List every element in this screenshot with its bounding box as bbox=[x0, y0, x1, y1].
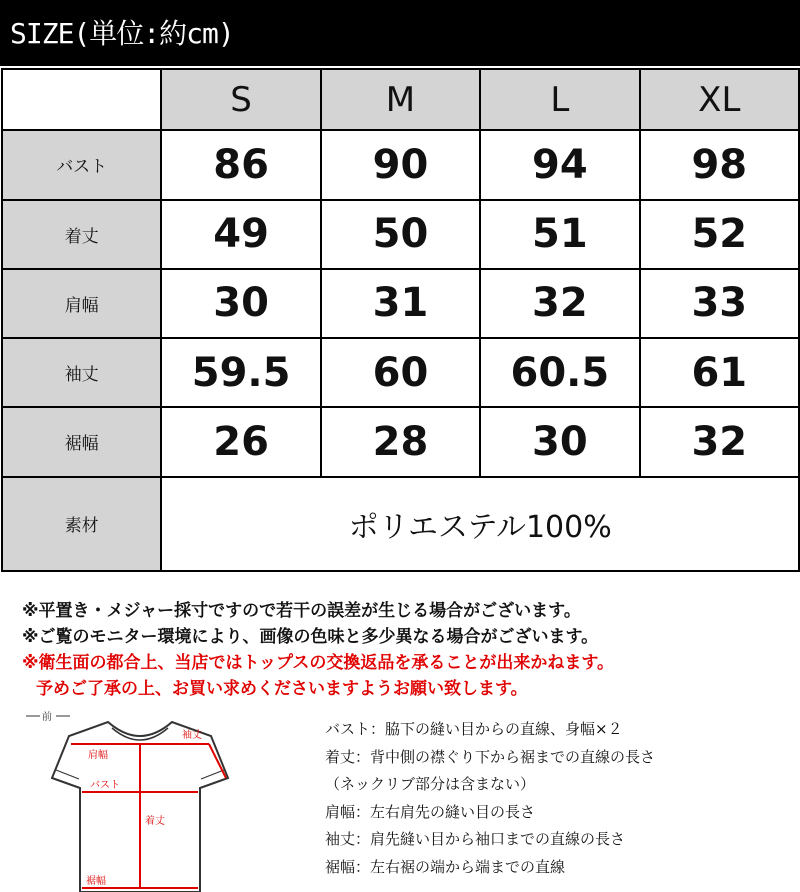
measurement-value: 52 bbox=[640, 200, 799, 269]
row-label: 素材 bbox=[2, 477, 161, 571]
measurement-value: 32 bbox=[640, 407, 799, 476]
size-column-header: L bbox=[480, 69, 639, 130]
measurement-value: 86 bbox=[161, 130, 320, 199]
definition-hem: 裾幅：左右裾の端から端までの直線 bbox=[325, 857, 566, 876]
size-table bbox=[1, 68, 800, 572]
material-value: ポリエステル100% bbox=[161, 477, 799, 571]
note-measurement: ※平置き・メジャー採寸ですので若干の誤差が生じる場合がございます。 bbox=[22, 601, 581, 621]
notes-block bbox=[22, 598, 614, 702]
measurement-value: 51 bbox=[480, 200, 639, 269]
measurement-value: 50 bbox=[321, 200, 480, 269]
measurement-value: 26 bbox=[161, 407, 320, 476]
size-column-header: S bbox=[161, 69, 320, 130]
view-label: 前 bbox=[42, 712, 52, 723]
definition-bust: バスト：脇下の縫い目からの直線、身幅×２ bbox=[325, 720, 623, 738]
measurement-definitions bbox=[325, 716, 655, 882]
row-label: バスト bbox=[2, 130, 161, 199]
row-label: 裾幅 bbox=[2, 407, 161, 476]
measurement-value: 94 bbox=[480, 130, 639, 199]
row-label: 肩幅 bbox=[2, 269, 161, 338]
tshirt-diagram bbox=[16, 706, 296, 892]
size-header-bar bbox=[0, 0, 800, 66]
definition-length: 着丈：背中側の襟ぐり下から裾までの直線の長さ bbox=[325, 747, 656, 766]
measurement-value: 30 bbox=[480, 407, 639, 476]
measurement-value: 30 bbox=[161, 269, 320, 338]
measurement-value: 28 bbox=[321, 407, 480, 476]
measurement-value: 98 bbox=[640, 130, 799, 199]
measurement-value: 60.5 bbox=[480, 338, 639, 407]
table-row-material bbox=[2, 477, 799, 571]
hem-label: 裾幅 bbox=[86, 876, 106, 887]
row-label: 着丈 bbox=[2, 200, 161, 269]
size-column-header: XL bbox=[640, 69, 799, 130]
measurement-value: 61 bbox=[640, 338, 799, 407]
table-row-length bbox=[2, 200, 799, 269]
shoulder-label: 肩幅 bbox=[88, 750, 108, 761]
note-acknowledge: 予めご了承の上、お買い求めくださいますようお願い致します。 bbox=[36, 679, 528, 699]
measurement-value: 90 bbox=[321, 130, 480, 199]
measurement-value: 33 bbox=[640, 269, 799, 338]
table-row-shoulder bbox=[2, 269, 799, 338]
table-corner-cell bbox=[2, 69, 161, 130]
size-column-header: M bbox=[321, 69, 480, 130]
measurement-value: 32 bbox=[480, 269, 639, 338]
length-label: 着丈 bbox=[145, 816, 165, 827]
size-header-row bbox=[2, 69, 799, 130]
row-label: 袖丈 bbox=[2, 338, 161, 407]
definition-length-note: （ネックリブ部分は含まない） bbox=[325, 775, 536, 794]
measurement-value: 31 bbox=[321, 269, 480, 338]
measurement-value: 59.5 bbox=[161, 338, 320, 407]
table-row-sleeve bbox=[2, 338, 799, 407]
table-row-bust bbox=[2, 130, 799, 199]
bust-label: バスト bbox=[90, 780, 120, 791]
definition-sleeve: 袖丈：肩先縫い目から袖口までの直線の長さ bbox=[325, 830, 626, 849]
table-row-hem bbox=[2, 407, 799, 476]
sleeve-label: 袖丈 bbox=[182, 730, 202, 741]
size-header-title: SIZE(単位:約cm) bbox=[10, 17, 234, 50]
note-color: ※ご覧のモニター環境により、画像の色味と多少異なる場合がございます。 bbox=[22, 627, 599, 647]
measurement-value: 49 bbox=[161, 200, 320, 269]
measurement-value: 60 bbox=[321, 338, 480, 407]
definition-shoulder: 肩幅：左右肩先の縫い目の長さ bbox=[325, 802, 536, 821]
note-no-returns: ※衛生面の都合上、当店ではトップスの交換返品を承ることが出来かねます。 bbox=[22, 653, 614, 673]
